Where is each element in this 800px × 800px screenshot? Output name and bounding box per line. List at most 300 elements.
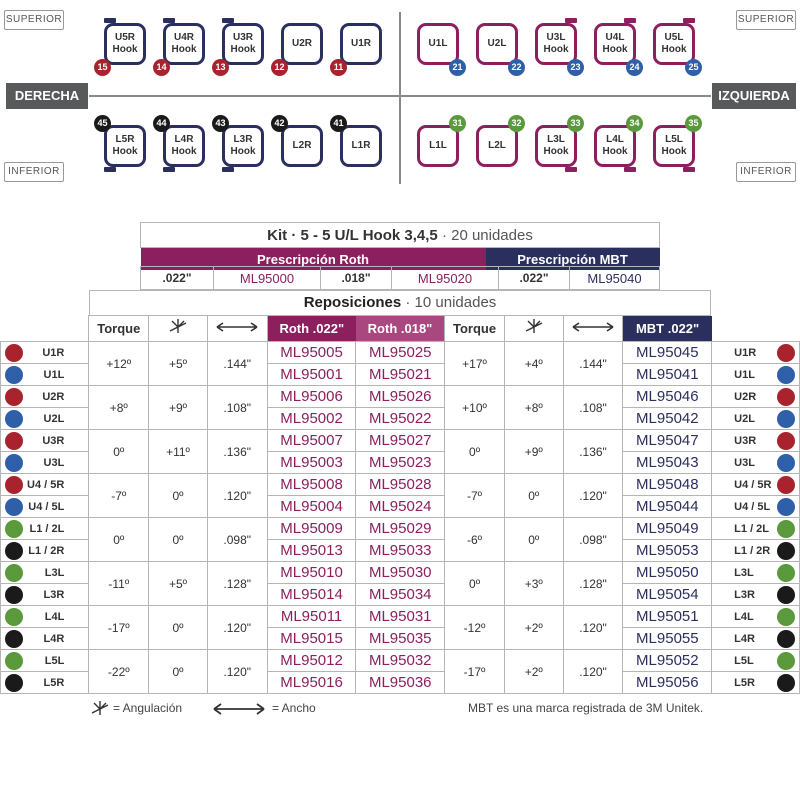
mbt-torque-value: 0º	[445, 430, 505, 474]
tooth-code: L5L	[734, 654, 754, 667]
roth-width-value: .128"	[207, 562, 267, 606]
tooth-label-left	[1, 518, 89, 540]
tooth-code: L4L	[44, 610, 65, 623]
hook-mark	[104, 167, 116, 172]
kit-mbt-022-size: .022"	[499, 267, 570, 290]
tooth-color-dot	[777, 564, 795, 582]
tooth-hook-label: Hook	[602, 44, 628, 55]
roth-018-code: ML95023	[356, 452, 445, 474]
tooth-number-badge: 42	[271, 115, 288, 132]
tooth-label-right	[712, 386, 800, 408]
tooth-color-dot	[777, 388, 795, 406]
hook-mark	[222, 167, 234, 172]
tooth-number-badge: 25	[685, 59, 702, 76]
roth-torque-value: 0º	[89, 518, 149, 562]
superior-tag-left: SUPERIOR	[4, 10, 64, 30]
roth-018-code: ML95031	[356, 606, 445, 628]
tooth-label: U5R	[114, 32, 135, 43]
col-width-roth	[207, 316, 267, 342]
kit-table	[140, 222, 660, 270]
roth-018-code: ML95030	[356, 562, 445, 584]
tooth-label-right	[712, 606, 800, 628]
tooth-label-left	[1, 496, 89, 518]
tooth-label-left	[1, 474, 89, 496]
tooth-u4l	[594, 23, 636, 65]
tooth-label: U2R	[291, 38, 312, 49]
tooth-label: L1L	[429, 140, 447, 151]
tooth-code: L5L	[44, 654, 65, 667]
tooth-u3r	[222, 23, 264, 65]
derecha-label: DERECHA	[6, 83, 88, 109]
tooth-number-badge: 33	[567, 115, 584, 132]
kit-roth-018-code: ML95020	[392, 267, 499, 290]
tooth-code: L3L	[44, 566, 65, 579]
tooth-code: L4R	[734, 632, 755, 645]
tooth-color-dot	[777, 652, 795, 670]
mbt-angulation-value: +2º	[505, 650, 564, 694]
kit-codes-row	[140, 266, 660, 290]
tooth-label-right	[712, 584, 800, 606]
kit-mbt-022-code: ML95040	[570, 267, 660, 290]
mbt-022-code: ML95055	[623, 628, 712, 650]
tooth-l1r	[340, 125, 382, 167]
col-angulation-mbt	[505, 316, 564, 342]
tooth-hook-label: Hook	[112, 44, 138, 55]
tooth-number-badge: 41	[330, 115, 347, 132]
tooth-l3r	[222, 125, 264, 167]
tooth-color-dot	[777, 344, 795, 362]
tooth-number-badge: 11	[330, 59, 347, 76]
roth-018-code: ML95021	[356, 364, 445, 386]
tooth-code: U4 / 5R	[27, 478, 65, 491]
tooth-number-badge: 15	[94, 59, 111, 76]
tooth-color-dot	[777, 454, 795, 472]
hook-mark	[683, 167, 695, 172]
roth-022-code: ML95007	[267, 430, 356, 452]
tooth-color-dot	[777, 366, 795, 384]
col-torque-mbt: Torque	[445, 316, 505, 342]
kit-roth-022-size: .022"	[141, 267, 214, 290]
tooth-number-badge: 45	[94, 115, 111, 132]
tooth-label-right	[712, 628, 800, 650]
tooth-code: U3L	[43, 456, 65, 469]
tooth-number-badge: 32	[508, 115, 525, 132]
roth-width-value: .108"	[207, 386, 267, 430]
tooth-label-left	[1, 408, 89, 430]
tooth-l2l	[476, 125, 518, 167]
tooth-label: U4R	[173, 32, 194, 43]
tooth-label-right	[712, 474, 800, 496]
tooth-label: U3L	[546, 32, 566, 43]
mbt-022-code: ML95042	[623, 408, 712, 430]
roth-angulation-value: +5º	[149, 342, 208, 386]
tooth-hook-label: Hook	[230, 44, 256, 55]
tooth-code: U3R	[734, 434, 757, 447]
tooth-label: L3L	[547, 134, 565, 145]
tooth-color-dot	[777, 630, 795, 648]
mbt-022-code: ML95051	[623, 606, 712, 628]
tooth-label-left	[1, 628, 89, 650]
roth-018-code: ML95028	[356, 474, 445, 496]
footer-mbt-note: MBT es una marca registrada de 3M Unitek.	[468, 701, 704, 715]
hook-mark	[624, 167, 636, 172]
tooth-color-dot	[777, 674, 795, 692]
tooth-number-badge: 21	[449, 59, 466, 76]
mbt-022-code: ML95052	[623, 650, 712, 672]
tooth-label: U2L	[487, 38, 507, 49]
tooth-number-badge: 12	[271, 59, 288, 76]
angulation-icon	[166, 317, 190, 335]
roth-022-code: ML95008	[267, 474, 356, 496]
tooth-hook-label: Hook	[661, 146, 687, 157]
mbt-angulation-value: +2º	[505, 606, 564, 650]
tooth-code: L4L	[734, 610, 754, 623]
tooth-code: U1R	[42, 346, 65, 359]
tooth-color-dot	[777, 542, 795, 560]
vertical-divider	[399, 12, 401, 184]
tooth-color-dot	[5, 586, 23, 604]
tooth-label-left	[1, 364, 89, 386]
tooth-code: U3R	[42, 434, 65, 447]
tooth-color-dot	[5, 630, 23, 648]
tooth-color-dot	[777, 520, 795, 538]
tooth-label-right	[712, 496, 800, 518]
col-width-mbt	[563, 316, 623, 342]
mbt-torque-value: -12º	[445, 606, 505, 650]
tooth-l4r	[163, 125, 205, 167]
tooth-label-left	[1, 606, 89, 628]
mbt-torque-value: -17º	[445, 650, 505, 694]
tooth-number-badge: 34	[626, 115, 643, 132]
tooth-code: U2R	[42, 390, 65, 403]
tooth-hook-label: Hook	[602, 146, 628, 157]
mbt-width-value: .120"	[563, 606, 623, 650]
tooth-l5l	[653, 125, 695, 167]
tooth-color-dot	[5, 564, 23, 582]
roth-022-code: ML95014	[267, 584, 356, 606]
tooth-number-badge: 31	[449, 115, 466, 132]
roth-torque-value: -7º	[89, 474, 149, 518]
tooth-number-badge: 13	[212, 59, 229, 76]
kit-roth-022-code: ML95000	[214, 267, 321, 290]
mbt-torque-value: +10º	[445, 386, 505, 430]
roth-torque-value: +8º	[89, 386, 149, 430]
mbt-prescription-header: Prescripción MBT	[486, 248, 660, 271]
tooth-u2r	[281, 23, 323, 65]
tooth-label-left	[1, 672, 89, 694]
tooth-label: L4L	[606, 134, 624, 145]
tooth-code: L3R	[43, 588, 65, 601]
tooth-code: L1 / 2L	[734, 522, 770, 535]
mbt-angulation-value: +9º	[505, 430, 564, 474]
tooth-hook-label: Hook	[230, 146, 256, 157]
tooth-label-left	[1, 386, 89, 408]
tooth-label-right	[712, 430, 800, 452]
roth-width-value: .098"	[207, 518, 267, 562]
mbt-angulation-value: +4º	[505, 342, 564, 386]
tooth-u2l	[476, 23, 518, 65]
tooth-label-left	[1, 452, 89, 474]
tooth-label-left	[1, 584, 89, 606]
roth-angulation-value: +9º	[149, 386, 208, 430]
roth-angulation-value: 0º	[149, 518, 208, 562]
tooth-label: L5L	[665, 134, 683, 145]
mbt-022-code: ML95048	[623, 474, 712, 496]
footer-width-label: = Ancho	[272, 701, 316, 715]
width-arrow-icon	[571, 321, 615, 333]
mbt-torque-value: -6º	[445, 518, 505, 562]
mbt-022-code: ML95043	[623, 452, 712, 474]
roth-022-code: ML95001	[267, 364, 356, 386]
mbt-width-value: .128"	[563, 562, 623, 606]
roth-018-code: ML95036	[356, 672, 445, 694]
tooth-l1l	[417, 125, 459, 167]
tooth-color-dot	[777, 432, 795, 450]
mbt-width-value: .144"	[563, 342, 623, 386]
tooth-label-left	[1, 430, 89, 452]
tooth-code: U3L	[734, 456, 755, 469]
tooth-l2r	[281, 125, 323, 167]
roth-022-code: ML95004	[267, 496, 356, 518]
repos-title: Reposiciones · 10 unidades	[89, 290, 711, 316]
mbt-torque-value: +17º	[445, 342, 505, 386]
roth-torque-value: -22º	[89, 650, 149, 694]
tooth-label: L2R	[292, 140, 312, 151]
superior-tag-right: SUPERIOR	[736, 10, 796, 30]
mbt-022-code: ML95047	[623, 430, 712, 452]
roth-angulation-value: +11º	[149, 430, 208, 474]
tooth-code: L4R	[43, 632, 65, 645]
tooth-color-dot	[5, 454, 23, 472]
tooth-color-dot	[5, 542, 23, 560]
tooth-hook-label: Hook	[171, 146, 197, 157]
footer-angulation-label: = Angulación	[113, 701, 183, 715]
tooth-label: U3R	[232, 32, 253, 43]
mbt-022-code: ML95046	[623, 386, 712, 408]
mbt-width-value: .098"	[563, 518, 623, 562]
tooth-color-dot	[5, 498, 23, 516]
roth-022-code: ML95009	[267, 518, 356, 540]
col-roth-018: Roth .018"	[356, 316, 445, 342]
tooth-color-dot	[5, 674, 23, 692]
tooth-color-dot	[5, 432, 23, 450]
roth-018-code: ML95025	[356, 342, 445, 364]
tooth-u5r	[104, 23, 146, 65]
roth-width-value: .136"	[207, 430, 267, 474]
roth-022-code: ML95012	[267, 650, 356, 672]
tooth-label-right	[712, 408, 800, 430]
roth-018-code: ML95026	[356, 386, 445, 408]
tooth-color-dot	[5, 344, 23, 362]
roth-022-code: ML95013	[267, 540, 356, 562]
tooth-color-dot	[777, 586, 795, 604]
tooth-label-left	[1, 342, 89, 364]
tooth-hook-label: Hook	[661, 44, 687, 55]
roth-torque-value: +12º	[89, 342, 149, 386]
tooth-code: U4 / 5R	[734, 478, 772, 491]
roth-018-code: ML95029	[356, 518, 445, 540]
inferior-tag-left: INFERIOR	[4, 162, 64, 182]
roth-angulation-value: 0º	[149, 650, 208, 694]
tooth-code: U2L	[43, 412, 65, 425]
tooth-code: U2R	[734, 390, 757, 403]
tooth-code: U1L	[734, 368, 755, 381]
tooth-label: U5L	[664, 32, 684, 43]
roth-022-code: ML95005	[267, 342, 356, 364]
tooth-label: U1R	[350, 38, 371, 49]
roth-022-code: ML95010	[267, 562, 356, 584]
hook-mark	[163, 167, 175, 172]
tooth-label-right	[712, 342, 800, 364]
roth-018-code: ML95032	[356, 650, 445, 672]
roth-angulation-value: 0º	[149, 474, 208, 518]
roth-angulation-value: +5º	[149, 562, 208, 606]
tooth-label: U1L	[428, 38, 448, 49]
tooth-label-right	[712, 364, 800, 386]
tooth-code: L5R	[43, 676, 65, 689]
tooth-color-dot	[5, 476, 23, 494]
roth-width-value: .120"	[207, 650, 267, 694]
tooth-number-badge: 35	[685, 115, 702, 132]
tooth-color-dot	[777, 608, 795, 626]
roth-022-code: ML95015	[267, 628, 356, 650]
mbt-angulation-value: 0º	[505, 474, 564, 518]
tooth-number-badge: 14	[153, 59, 170, 76]
tooth-color-dot	[5, 410, 23, 428]
tooth-label: L2L	[488, 140, 506, 151]
tooth-number-badge: 43	[212, 115, 229, 132]
roth-018-code: ML95034	[356, 584, 445, 606]
tooth-code: U4 / 5L	[28, 500, 65, 513]
tooth-l4l	[594, 125, 636, 167]
tooth-color-dot	[777, 410, 795, 428]
tooth-label-left	[1, 540, 89, 562]
tooth-hook-label: Hook	[112, 146, 138, 157]
roth-018-code: ML95027	[356, 430, 445, 452]
mbt-022-code: ML95050	[623, 562, 712, 584]
tooth-color-dot	[5, 366, 23, 384]
inferior-tag-right: INFERIOR	[736, 162, 796, 182]
tooth-u4r	[163, 23, 205, 65]
tooth-l5r	[104, 125, 146, 167]
tooth-label: L4R	[174, 134, 194, 145]
kit-roth-018-size: .018"	[321, 267, 392, 290]
roth-022-code: ML95003	[267, 452, 356, 474]
tooth-code: U1L	[43, 368, 65, 381]
mbt-angulation-value: +3º	[505, 562, 564, 606]
roth-022-code: ML95002	[267, 408, 356, 430]
tooth-color-dot	[5, 520, 23, 538]
roth-torque-value: 0º	[89, 430, 149, 474]
tooth-color-dot	[777, 498, 795, 516]
mbt-angulation-value: +8º	[505, 386, 564, 430]
tooth-code: L3L	[734, 566, 754, 579]
roth-angulation-value: 0º	[149, 606, 208, 650]
tooth-u3l	[535, 23, 577, 65]
mbt-torque-value: 0º	[445, 562, 505, 606]
tooth-code: U1R	[734, 346, 757, 359]
roth-022-code: ML95006	[267, 386, 356, 408]
tooth-code: U2L	[734, 412, 755, 425]
mbt-width-value: .136"	[563, 430, 623, 474]
tooth-code: U4 / 5L	[734, 500, 771, 513]
tooth-label: U4L	[605, 32, 625, 43]
tooth-label-right	[712, 452, 800, 474]
kit-title: Kit · 5 - 5 U/L Hook 3,4,5 · 20 unidades	[141, 223, 660, 248]
mbt-022-code: ML95045	[623, 342, 712, 364]
repos-table	[0, 315, 800, 694]
tooth-code: L3R	[734, 588, 755, 601]
tooth-label: L3R	[233, 134, 253, 145]
roth-width-value: .120"	[207, 606, 267, 650]
tooth-code: L1 / 2L	[29, 522, 65, 535]
mbt-022-code: ML95041	[623, 364, 712, 386]
tooth-number-badge: 23	[567, 59, 584, 76]
tooth-label-left	[1, 562, 89, 584]
tooth-label-right	[712, 650, 800, 672]
tooth-hook-label: Hook	[171, 44, 197, 55]
tooth-label-right	[712, 672, 800, 694]
tooth-label-right	[712, 540, 800, 562]
roth-prescription-header: Prescripción Roth	[141, 248, 486, 271]
mbt-angulation-value: 0º	[505, 518, 564, 562]
tooth-code: L5R	[734, 676, 755, 689]
tooth-u1r	[340, 23, 382, 65]
tooth-label-left	[1, 650, 89, 672]
tooth-number-badge: 22	[508, 59, 525, 76]
footer-width-icon	[212, 702, 266, 720]
mbt-width-value: .120"	[563, 650, 623, 694]
tooth-hook-label: Hook	[543, 146, 569, 157]
tooth-label-right	[712, 562, 800, 584]
mbt-torque-value: -7º	[445, 474, 505, 518]
mbt-022-code: ML95049	[623, 518, 712, 540]
roth-width-value: .120"	[207, 474, 267, 518]
roth-torque-value: -17º	[89, 606, 149, 650]
roth-018-code: ML95033	[356, 540, 445, 562]
tooth-color-dot	[5, 652, 23, 670]
izquierda-label: IZQUIERDA	[712, 83, 796, 109]
col-roth-022: Roth .022"	[267, 316, 356, 342]
tooth-label-right	[712, 518, 800, 540]
tooth-l3l	[535, 125, 577, 167]
tooth-hook-label: Hook	[543, 44, 569, 55]
tooth-code: L1 / 2R	[28, 544, 65, 557]
tooth-color-dot	[5, 388, 23, 406]
roth-018-code: ML95022	[356, 408, 445, 430]
roth-018-code: ML95035	[356, 628, 445, 650]
tooth-number-badge: 44	[153, 115, 170, 132]
tooth-code: L1 / 2R	[734, 544, 771, 557]
hook-mark	[565, 167, 577, 172]
col-angulation-roth	[149, 316, 208, 342]
roth-022-code: ML95016	[267, 672, 356, 694]
tooth-u5l	[653, 23, 695, 65]
col-torque-roth: Torque	[89, 316, 149, 342]
tooth-u1l	[417, 23, 459, 65]
roth-width-value: .144"	[207, 342, 267, 386]
tooth-color-dot	[777, 476, 795, 494]
mbt-022-code: ML95053	[623, 540, 712, 562]
col-mbt-022: MBT .022"	[623, 316, 712, 342]
tooth-number-badge: 24	[626, 59, 643, 76]
mbt-022-code: ML95056	[623, 672, 712, 694]
tooth-label: L1R	[351, 140, 371, 151]
width-arrow-icon	[215, 321, 259, 333]
mbt-022-code: ML95054	[623, 584, 712, 606]
tooth-color-dot	[5, 608, 23, 626]
angulation-icon	[522, 317, 546, 335]
